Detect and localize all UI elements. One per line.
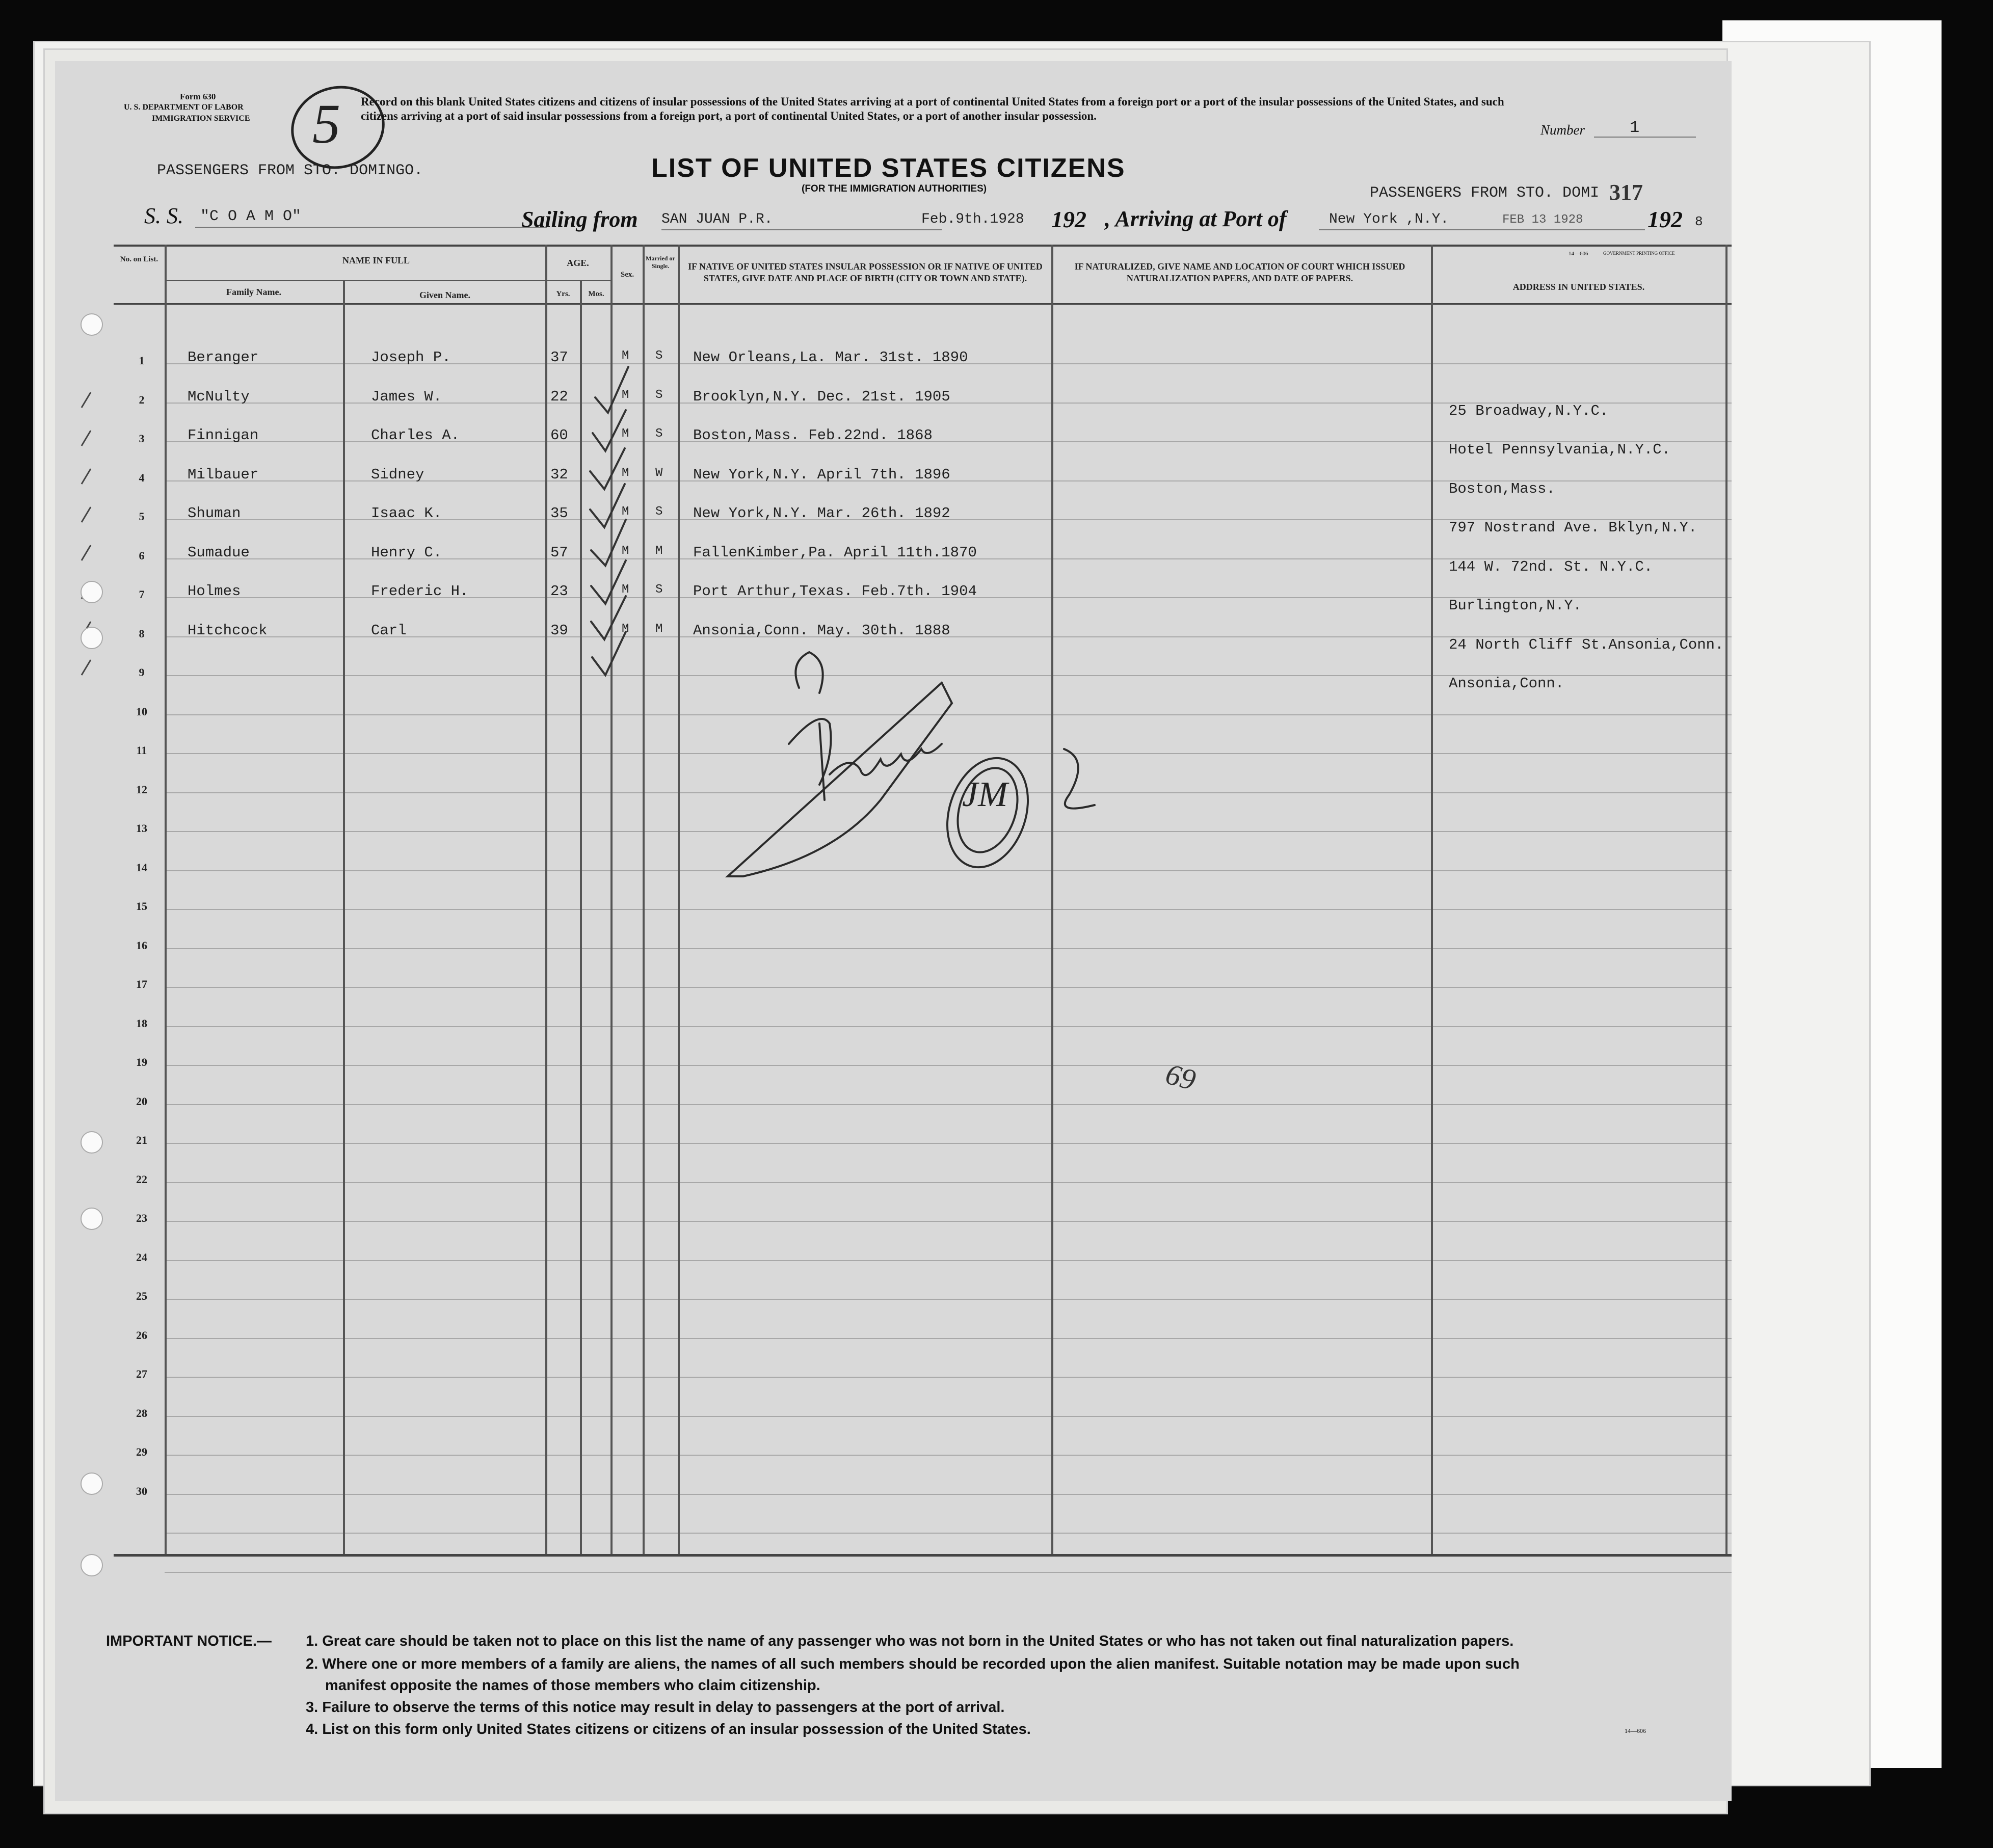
- header-no: No. on List.: [120, 255, 158, 263]
- ruled-line: [165, 1299, 1732, 1300]
- arriving-label: , Arriving at Port of: [1105, 206, 1287, 231]
- col-divider-family: [343, 280, 345, 1554]
- row-number: 15: [136, 900, 147, 913]
- header-sex: Sex.: [620, 271, 634, 279]
- list-subtitle: (FOR THE IMMIGRATION AUTHORITIES): [802, 183, 987, 194]
- form-instructions: Record on this blank United States citizens and citizens of insular possessions of the United States arriving at a port of continental United States from a foreign port or a port of the insular possessions of the United States, and such citizens arriving at a port of said insular possessions from a foreign port, a port of continental United States, or a port of another insular possession.: [361, 95, 1504, 122]
- birth-place-date-cell: New York,N.Y. April 7th. 1896: [693, 466, 950, 483]
- punch-hole: [81, 1472, 103, 1495]
- table-top-rule: [114, 245, 1732, 247]
- birth-place-date-cell: Ansonia,Conn. May. 30th. 1888: [693, 622, 950, 639]
- row-number: 7: [139, 588, 145, 601]
- handwritten-page-number: 69: [1162, 1057, 1200, 1097]
- print-code: 14—606: [1569, 251, 1588, 257]
- given-name-cell: Joseph P.: [371, 349, 451, 366]
- row-number: 11: [136, 744, 147, 757]
- family-name-cell: Hitchcock: [188, 622, 268, 639]
- passengers-from-right: PASSENGERS FROM STO. DOMI: [1370, 184, 1600, 202]
- sailing-date: Feb.9th.1928: [921, 211, 1024, 227]
- col-divider-sex: [643, 245, 645, 1554]
- arrival-date-stamp: FEB 13 1928: [1502, 213, 1583, 227]
- row-number: 12: [136, 783, 147, 796]
- marital-status-cell: W: [655, 466, 663, 480]
- row-number: 1: [139, 354, 145, 367]
- sex-cell: M: [622, 349, 629, 363]
- punch-hole: [81, 313, 103, 336]
- name-age-subrule: [165, 280, 610, 281]
- header-married-single: Married or Single.: [646, 255, 675, 270]
- header-native-birth: IF NATIVE OF UNITED STATES INSULAR POSSESSION OR IF NATIVE OF UNITED STATES, GIVE DATE AND PLACE OF BIRTH (CITY OR TOWN AND STATE).: [688, 261, 1043, 283]
- header-given-name: Given Name.: [419, 290, 470, 300]
- ruled-line: [165, 1065, 1732, 1066]
- page-overwrite: 317: [1609, 180, 1643, 205]
- given-name-cell: Isaac K.: [371, 505, 442, 522]
- col-divider-married: [678, 245, 680, 1554]
- ruled-line: [165, 1533, 1732, 1534]
- form-number: Form 630: [180, 92, 216, 101]
- col-divider-naturalized: [1431, 245, 1433, 1554]
- birth-place-date-cell: New York,N.Y. Mar. 26th. 1892: [693, 505, 950, 522]
- ruled-line: [165, 987, 1732, 988]
- row-number: 16: [136, 939, 147, 952]
- given-name-cell: Henry C.: [371, 544, 442, 561]
- row-number: 25: [136, 1290, 147, 1302]
- family-name-cell: McNulty: [188, 388, 250, 405]
- header-age-yrs: Yrs.: [556, 290, 570, 298]
- col-divider-native: [1051, 245, 1053, 1554]
- marital-status-cell: S: [655, 505, 663, 519]
- printing-office: GOVERNMENT PRINTING OFFICE: [1603, 251, 1675, 256]
- year-digit: 8: [1695, 214, 1703, 229]
- row-number: 4: [139, 471, 145, 484]
- sex-cell: M: [622, 544, 629, 558]
- ruled-line: [165, 1143, 1732, 1144]
- address-cell: 25 Broadway,N.Y.C.: [1449, 402, 1609, 419]
- signature-initials: JM: [962, 775, 1008, 814]
- row-number: 27: [136, 1368, 147, 1380]
- row-number: 3: [139, 432, 145, 445]
- ruled-line: [165, 1104, 1732, 1105]
- address-cell: 24 North Cliff St.Ansonia,Conn.: [1449, 636, 1724, 653]
- number-label: Number: [1540, 122, 1585, 138]
- notice-item-1: 1. Great care should be taken not to place on this list the name of any passenger who was not born in the United States or who has not taken out final naturalization papers.: [306, 1633, 1514, 1649]
- header-family-name: Family Name.: [226, 287, 281, 297]
- marital-status-cell: S: [655, 583, 663, 597]
- age-years-cell: 39: [550, 622, 568, 639]
- birth-place-date-cell: FallenKimber,Pa. April 11th.1870: [693, 544, 977, 561]
- address-cell: 797 Nostrand Ave. Bklyn,N.Y.: [1449, 519, 1697, 536]
- row-number: 14: [136, 861, 147, 874]
- ruled-line: [165, 1026, 1732, 1027]
- ruled-line: [165, 1377, 1732, 1378]
- punch-hole: [81, 581, 103, 603]
- row-number: 30: [136, 1484, 147, 1497]
- address-cell: Ansonia,Conn.: [1449, 675, 1564, 692]
- sailing-underline: [661, 229, 942, 230]
- notice-label: IMPORTANT NOTICE.—: [106, 1633, 272, 1649]
- col-divider-yrs: [580, 280, 582, 1554]
- punch-hole: [81, 627, 103, 649]
- col-divider-given: [545, 245, 547, 1554]
- ruled-line: [165, 1182, 1732, 1183]
- header-age: AGE.: [567, 258, 589, 268]
- row-number: 21: [136, 1134, 147, 1146]
- family-name-cell: Holmes: [188, 583, 241, 600]
- marital-status-cell: M: [655, 544, 663, 558]
- number-value: 1: [1630, 118, 1640, 137]
- age-years-cell: 35: [550, 505, 568, 522]
- row-number: 6: [139, 549, 145, 562]
- notice-item-3: 3. Failure to observe the terms of this notice may result in delay to passengers at the port of arrival.: [306, 1699, 1005, 1716]
- header-address: ADDRESS IN UNITED STATES.: [1512, 282, 1645, 292]
- row-number: 23: [136, 1212, 147, 1224]
- list-title: LIST OF UNITED STATES CITIZENS: [651, 153, 1126, 183]
- marital-status-cell: M: [655, 622, 663, 636]
- sex-cell: M: [622, 466, 629, 480]
- row-number: 20: [136, 1094, 147, 1108]
- inspector-signature: [667, 632, 1151, 897]
- row-number: 22: [136, 1172, 147, 1186]
- given-name-cell: Charles A.: [371, 427, 460, 444]
- row-number: 18: [136, 1016, 147, 1030]
- sex-cell: M: [622, 388, 629, 402]
- sex-cell: M: [622, 583, 629, 597]
- col-divider-no: [165, 245, 167, 1554]
- notice-item-2a: 2. Where one or more members of a family are aliens, the names of all such members should be recorded upon the alien manifest. Suitable notation may be made upon such: [306, 1656, 1520, 1672]
- age-years-cell: 37: [550, 349, 568, 366]
- family-name-cell: Milbauer: [188, 466, 259, 483]
- ship-underline: [195, 227, 547, 228]
- row-number: 26: [136, 1328, 147, 1342]
- age-years-cell: 60: [550, 427, 568, 444]
- header-age-mos: Mos.: [588, 290, 604, 298]
- row-number: 8: [139, 627, 145, 640]
- row-number: 29: [136, 1445, 147, 1458]
- ruled-line: [165, 1221, 1732, 1222]
- address-cell: Burlington,N.Y.: [1449, 597, 1582, 614]
- row-number: 10: [136, 705, 147, 718]
- family-name-cell: Shuman: [188, 505, 241, 522]
- notice-print-code: 14—606: [1625, 1727, 1646, 1734]
- arriving-port: New York ,N.Y.: [1329, 211, 1449, 227]
- row-number: 19: [136, 1056, 147, 1068]
- passengers-from-left: PASSENGERS FROM STO. DOMINGO.: [157, 162, 423, 179]
- ship-name: "C O A M O": [200, 208, 302, 225]
- header-mid-rule: [114, 303, 1732, 305]
- marital-status-cell: S: [655, 388, 663, 402]
- birth-place-date-cell: Boston,Mass. Feb.22nd. 1868: [693, 427, 933, 444]
- row-number: 28: [136, 1406, 147, 1420]
- sailing-from-label: Sailing from: [521, 207, 638, 232]
- row-number: 13: [136, 822, 147, 835]
- age-years-cell: 23: [550, 583, 568, 600]
- family-name-cell: Sumadue: [188, 544, 250, 561]
- circled-number: 5: [312, 93, 340, 155]
- age-years-cell: 32: [550, 466, 568, 483]
- year-prefix-arrival: 192: [1647, 206, 1683, 232]
- header-name-in-full: NAME IN FULL: [342, 255, 410, 265]
- given-name-cell: James W.: [371, 388, 442, 405]
- table-bottom-rule: [114, 1554, 1732, 1557]
- birth-place-date-cell: Port Arthur,Texas. Feb.7th. 1904: [693, 583, 977, 600]
- age-years-cell: 22: [550, 388, 568, 405]
- notice-item-2b: manifest opposite the names of those members who claim citizenship.: [325, 1677, 820, 1694]
- row-number: 9: [139, 666, 145, 679]
- header-naturalized: IF NATURALIZED, GIVE NAME AND LOCATION OF COURT WHICH ISSUED NATURALIZATION PAPERS, AND DATE OF PAPERS.: [1074, 261, 1405, 283]
- punch-hole: [81, 1208, 103, 1230]
- sex-cell: M: [622, 505, 629, 519]
- punch-hole: [81, 1554, 103, 1576]
- row-number: 2: [139, 393, 145, 406]
- ruled-line: [165, 1572, 1732, 1573]
- row-number: 5: [139, 510, 145, 523]
- ruled-line: [165, 948, 1732, 949]
- given-name-cell: Frederic H.: [371, 583, 469, 600]
- marital-status-cell: S: [655, 349, 663, 363]
- notice-item-4: 4. List on this form only United States citizens or citizens of an insular possession of the United States.: [306, 1721, 1031, 1737]
- punch-hole: [81, 1131, 103, 1154]
- birth-place-date-cell: Brooklyn,N.Y. Dec. 21st. 1905: [693, 388, 950, 405]
- given-name-cell: Sidney: [371, 466, 424, 483]
- sailing-from-port: SAN JUAN P.R.: [661, 211, 773, 227]
- row-number: 17: [136, 978, 147, 990]
- address-cell: Hotel Pennsylvania,N.Y.C.: [1449, 441, 1671, 458]
- ruled-line: [165, 1494, 1732, 1495]
- agency-line-1: U. S. DEPARTMENT OF LABOR: [124, 103, 244, 112]
- ss-label: S. S.: [144, 203, 183, 228]
- family-name-cell: Beranger: [188, 349, 259, 366]
- col-divider-address: [1725, 245, 1728, 1554]
- address-cell: 144 W. 72nd. St. N.Y.C.: [1449, 558, 1653, 575]
- number-underline: [1594, 137, 1696, 138]
- family-name-cell: Finnigan: [188, 427, 259, 444]
- age-years-cell: 57: [550, 544, 568, 561]
- given-name-cell: Carl: [371, 622, 407, 639]
- ruled-line: [165, 1416, 1732, 1417]
- sex-cell: M: [622, 622, 629, 636]
- marital-status-cell: S: [655, 427, 663, 441]
- ruled-line: [165, 1338, 1732, 1339]
- row-number: 24: [136, 1250, 147, 1264]
- ruled-line: [165, 1455, 1732, 1456]
- agency-line-2: IMMIGRATION SERVICE: [152, 114, 250, 123]
- ruled-line: [165, 1260, 1732, 1261]
- arriving-underline: [1319, 229, 1645, 230]
- birth-place-date-cell: New Orleans,La. Mar. 31st. 1890: [693, 349, 968, 366]
- sex-cell: M: [622, 427, 629, 441]
- year-prefix-sailing: 192: [1051, 206, 1086, 232]
- manifest-form: [55, 61, 1732, 1801]
- checkmark-column: [585, 336, 641, 703]
- ruled-line: [165, 909, 1732, 910]
- address-cell: Boston,Mass.: [1449, 480, 1555, 497]
